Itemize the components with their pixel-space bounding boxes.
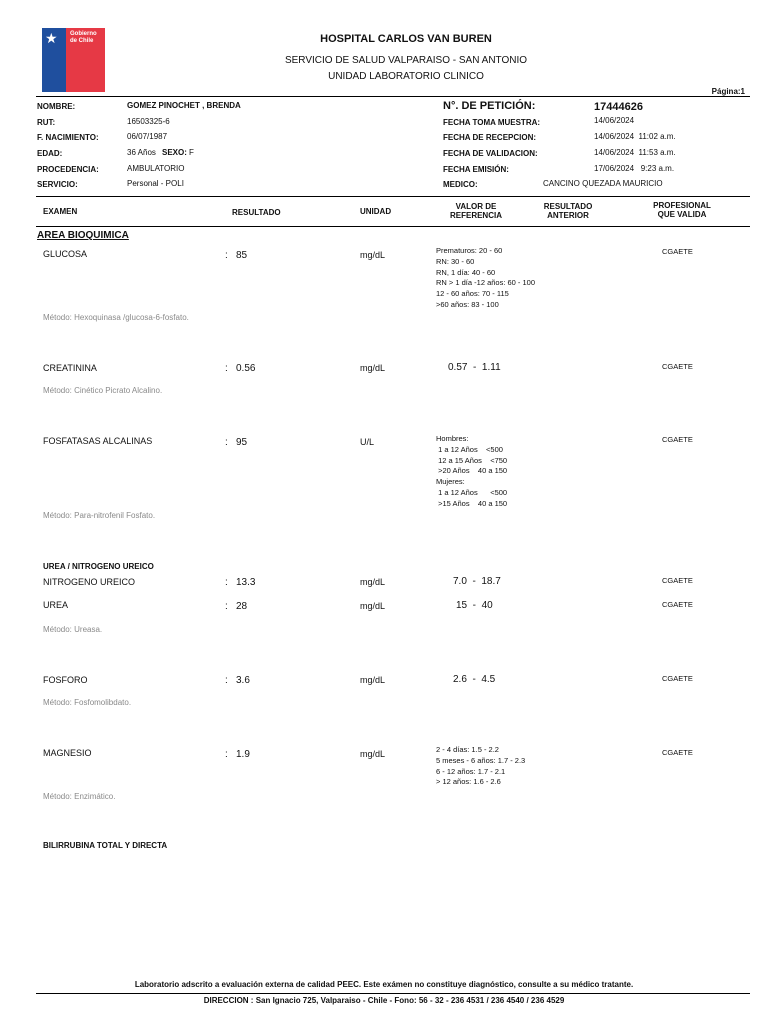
divider <box>36 993 750 994</box>
validacion-label: FECHA DE VALIDACION: <box>443 149 538 158</box>
logo-text: Gobierno de Chile <box>70 31 97 44</box>
exam-reference: Prematuros: 20 - 60 RN: 30 - 60 RN, 1 día: 40 - 60 RN > 1 día -12 años: 60 - 100 12 - 60 años: 70 - 115 >60 años: 83 - 100 <box>436 246 536 309</box>
medico-label: MEDICO: <box>443 180 478 189</box>
footer-notice: Laboratorio adscrito a evaluación externa de calidad PEEC. Este exámen no constituye diagnóstico, consulte a su médico tratante. <box>134 980 634 989</box>
exam-method: Método: Enzimático. <box>43 792 116 801</box>
nombre-value: GOMEZ PINOCHET , BRENDA <box>127 101 241 110</box>
exam-name: MAGNESIO <box>43 748 92 758</box>
exam-method: Método: Hexoquinasa /glucosa-6-fosfato. <box>43 313 189 322</box>
recepcion-label: FECHA DE RECEPCION: <box>443 133 537 142</box>
servicio-value: Personal - POLI <box>127 179 184 188</box>
hospital-title: HOSPITAL CARLOS VAN BUREN <box>320 33 492 45</box>
exam-method: Método: Ureasa. <box>43 625 103 634</box>
rut-value: 16503325-6 <box>127 117 170 126</box>
exam-method: Método: Para-nitrofenil Fosfato. <box>43 511 156 520</box>
recepcion-value: 14/06/2024 11:02 a.m. <box>594 132 676 141</box>
exam-name: FOSFATASAS ALCALINAS <box>43 436 153 446</box>
exam-unit: mg/dL <box>360 675 386 685</box>
exam-name: NITROGENO UREICO <box>43 577 136 587</box>
procedencia-label: PROCEDENCIA: <box>37 165 99 174</box>
nombre-label: NOMBRE: <box>37 102 76 111</box>
divider <box>36 96 750 97</box>
nacimiento-value: 06/07/1987 <box>127 132 168 141</box>
exam-validator: CGAETE <box>662 435 693 444</box>
col-resultado-anterior: RESULTADO ANTERIOR <box>543 202 593 220</box>
bilirrubina-title: BILIRRUBINA TOTAL Y DIRECTA <box>43 841 168 850</box>
unit-subtitle: UNIDAD LABORATORIO CLINICO <box>328 71 484 82</box>
col-examen: EXAMEN <box>43 207 78 216</box>
exam-reference: 15 - 40 <box>456 600 493 611</box>
exam-value: 13.3 <box>236 577 256 588</box>
exam-unit: mg/dL <box>360 363 386 373</box>
exam-unit: mg/dL <box>360 577 386 587</box>
exam-unit: mg/dL <box>360 749 386 759</box>
validacion-value: 14/06/2024 11:53 a.m. <box>594 148 676 157</box>
exam-value: 95 <box>236 437 248 448</box>
rut-label: RUT: <box>37 118 56 127</box>
sexo-label: SEXO: <box>162 148 187 157</box>
group-title: UREA / NITROGENO UREICO <box>43 562 154 571</box>
nacimiento-label: F. NACIMIENTO: <box>37 133 99 142</box>
exam-colon: : <box>225 601 228 612</box>
edad-label: EDAD: <box>37 149 63 158</box>
exam-colon: : <box>225 363 228 374</box>
star-icon: ★ <box>45 30 58 46</box>
exam-colon: : <box>225 749 228 760</box>
exam-name: FOSFORO <box>43 675 88 685</box>
divider <box>36 196 750 197</box>
exam-reference: 2 - 4 días: 1.5 - 2.2 5 meses - 6 años: 1.7 - 2.3 6 - 12 años: 1.7 - 2.1 > 12 años: 1.6 - 2.6 <box>436 745 526 787</box>
exam-unit: U/L <box>360 437 375 447</box>
peticion-value: 17444626 <box>594 101 643 113</box>
exam-colon: : <box>225 577 228 588</box>
sexo-value: F <box>189 148 194 157</box>
footer-address: DIRECCION : San Ignacio 725, Valparaiso - Chile - Fono: 56 - 32 - 236 4531 / 236 4540 / 236 4529 <box>203 996 565 1005</box>
exam-value: 28 <box>236 601 248 612</box>
exam-validator: CGAETE <box>662 674 693 683</box>
emision-label: FECHA EMISIÓN: <box>443 165 509 174</box>
exam-value: 3.6 <box>236 675 250 686</box>
exam-method: Método: Fosfomolibdato. <box>43 698 132 707</box>
exam-name: GLUCOSA <box>43 249 88 259</box>
exam-validator: CGAETE <box>662 247 693 256</box>
toma-label: FECHA TOMA MUESTRA: <box>443 118 541 127</box>
section-title: AREA BIOQUIMICA <box>37 230 129 241</box>
exam-value: 0.56 <box>236 363 256 374</box>
medico-value: CANCINO QUEZADA MAURICIO <box>543 179 663 188</box>
edad-value: 36 Años <box>127 148 156 157</box>
peticion-label: N°. DE PETICIÓN: <box>443 100 536 112</box>
toma-value: 14/06/2024 <box>594 116 635 125</box>
emision-value: 17/06/2024 9:23 a.m. <box>594 164 675 173</box>
col-valor-ref: VALOR DE REFERENCIA <box>449 202 502 220</box>
exam-value: 1.9 <box>236 749 250 760</box>
col-profesional: PROFESIONAL QUE VALIDA <box>653 201 711 219</box>
exam-colon: : <box>225 675 228 686</box>
exam-reference: 2.6 - 4.5 <box>453 674 496 685</box>
exam-reference: Hombres: 1 a 12 Años <500 12 a 15 Años <750 >20 Años 40 a 150 Mujeres: 1 a 12 Años <500 >15 Años 40 a 150 <box>436 434 508 508</box>
procedencia-value: AMBULATORIO <box>127 164 185 173</box>
col-resultado: RESULTADO <box>232 208 281 217</box>
servicio-label: SERVICIO: <box>37 180 78 189</box>
exam-reference: 0.57 - 1.11 <box>448 362 501 373</box>
exam-validator: CGAETE <box>662 748 693 757</box>
divider <box>36 226 750 227</box>
exam-validator: CGAETE <box>662 600 693 609</box>
service-subtitle: SERVICIO DE SALUD VALPARAISO - SAN ANTONIO <box>284 55 528 66</box>
exam-reference: 7.0 - 18.7 <box>453 576 501 587</box>
exam-unit: mg/dL <box>360 601 386 611</box>
exam-colon: : <box>225 437 228 448</box>
exam-colon: : <box>225 250 228 261</box>
col-unidad: UNIDAD <box>360 207 392 216</box>
page-number: Página:1 <box>711 87 745 96</box>
exam-unit: mg/dL <box>360 250 386 260</box>
exam-name: UREA <box>43 600 69 610</box>
exam-value: 85 <box>236 250 248 261</box>
exam-method: Método: Cinético Picrato Alcalino. <box>43 386 163 395</box>
exam-name: CREATININA <box>43 363 97 373</box>
exam-validator: CGAETE <box>662 362 693 371</box>
exam-validator: CGAETE <box>662 576 693 585</box>
